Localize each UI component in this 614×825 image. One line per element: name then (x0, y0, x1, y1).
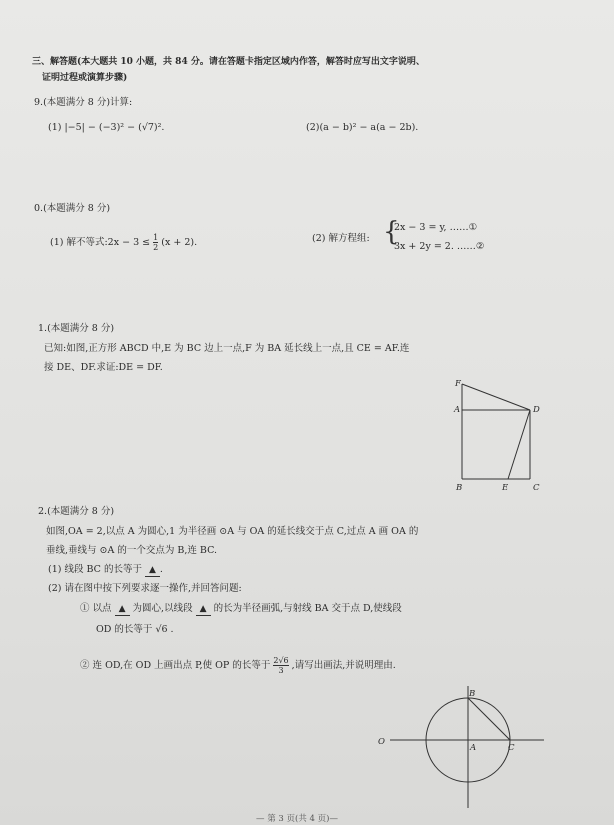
label-O: O (378, 737, 385, 747)
section-heading: 三、解答题(本大题共 10 小题，共 84 分。请在答题卡指定区域内作答，解答时应写出文字说明、 (32, 57, 425, 67)
q22-line1: 如图,OA = 2,以点 A 为圆心,1 为半径画 ⊙A 与 OA 的延长线交于点 C,过点 A 画 OA 的 (46, 526, 419, 537)
answer-blank-center[interactable] (115, 603, 130, 616)
page-footer: — 第 3 页(共 4 页)— (256, 814, 338, 824)
answer-blank-bc[interactable] (145, 564, 160, 577)
q20-eq1: 2x − 3 = y, ……① (394, 222, 478, 233)
line-FD (462, 384, 530, 410)
c1-c: 的长为半径画弧,与射线 BA 交于点 D,使线段 (213, 603, 402, 614)
q21-number: 1.(本题满分 8 分) (38, 323, 115, 334)
c2-a: 连 OD,在 OD 上画出点 P,使 OP 的长等于 (92, 660, 271, 671)
q20-part1 (50, 233, 197, 252)
label-B2: B (469, 689, 476, 699)
label-C: C (533, 483, 540, 493)
line-DE (508, 410, 530, 479)
q20-frac-den: 2 (153, 243, 159, 252)
triangle-mark: ▲ (199, 604, 207, 614)
q20-part1-pre: (1) 解不等式:2x − 3 ≤ (50, 237, 151, 248)
circled-1: ① (80, 603, 90, 614)
c2-b: ,请写出画法,并说明理由. (291, 660, 396, 671)
label-A2: A (470, 743, 477, 753)
q22-sub1-end: . (159, 564, 163, 575)
q20-eq2: 3x + 2y = 2. ……② (394, 241, 485, 252)
q22-number: 2.(本题满分 8 分) (38, 506, 115, 517)
label-A: A (454, 405, 461, 415)
c2-fraction (273, 656, 288, 675)
label-E: E (502, 483, 509, 493)
q22-sub1-text: (1) 线段 BC 的长等于 (48, 564, 142, 575)
section-heading-cont: 证明过程或演算步骤) (42, 73, 128, 83)
label-C2: C (508, 743, 515, 753)
label-D: D (533, 405, 540, 415)
c1-a: 以点 (92, 603, 112, 614)
triangle-mark: ▲ (148, 565, 156, 575)
c2-frac-num: 2√6 (273, 656, 289, 665)
label-B: B (456, 483, 463, 493)
q22-construct1-line2: OD 的长等于 √6 . (96, 624, 174, 635)
q22-construct2 (80, 656, 396, 675)
line-BC2 (468, 698, 510, 740)
c2-frac-den: 3 (278, 666, 284, 675)
answer-blank-segment[interactable] (196, 603, 211, 616)
c1-b: 为圆心,以线段 (132, 603, 193, 614)
q20-number: 0.(本题满分 8 分) (34, 203, 111, 214)
label-F: F (455, 379, 461, 389)
q20-frac-num: 1 (153, 233, 159, 242)
q19-part2: (2)(a − b)² − a(a − 2b). (306, 122, 419, 133)
q21-line2: 接 DE、DF.求证:DE = DF. (44, 362, 163, 373)
q22-sub1 (48, 564, 163, 577)
q19-part1: (1) |−5| − (−3)² − (√7)². (48, 122, 165, 133)
q21-line1: 已知:如图,正方形 ABCD 中,E 为 BC 边上一点,F 为 BA 延长线上一点,且 CE = AF.连 (44, 343, 410, 354)
circled-2: ② (80, 660, 90, 671)
q20-part2-label: (2) 解方程组: (312, 233, 370, 244)
q22-construct1 (80, 603, 402, 616)
square-figure (446, 376, 566, 496)
triangle-mark: ▲ (118, 604, 126, 614)
q20-fraction (153, 233, 158, 252)
q20-part1-post: (x + 2). (161, 237, 198, 248)
q19-number: 9.(本题满分 8 分)计算: (34, 97, 133, 108)
q22-sub2: (2) 请在图中按下列要求逐一操作,并回答问题: (48, 583, 242, 594)
q22-line2: 垂线,垂线与 ⊙A 的一个交点为 B,连 BC. (46, 545, 218, 556)
system-brace: { (383, 217, 400, 247)
